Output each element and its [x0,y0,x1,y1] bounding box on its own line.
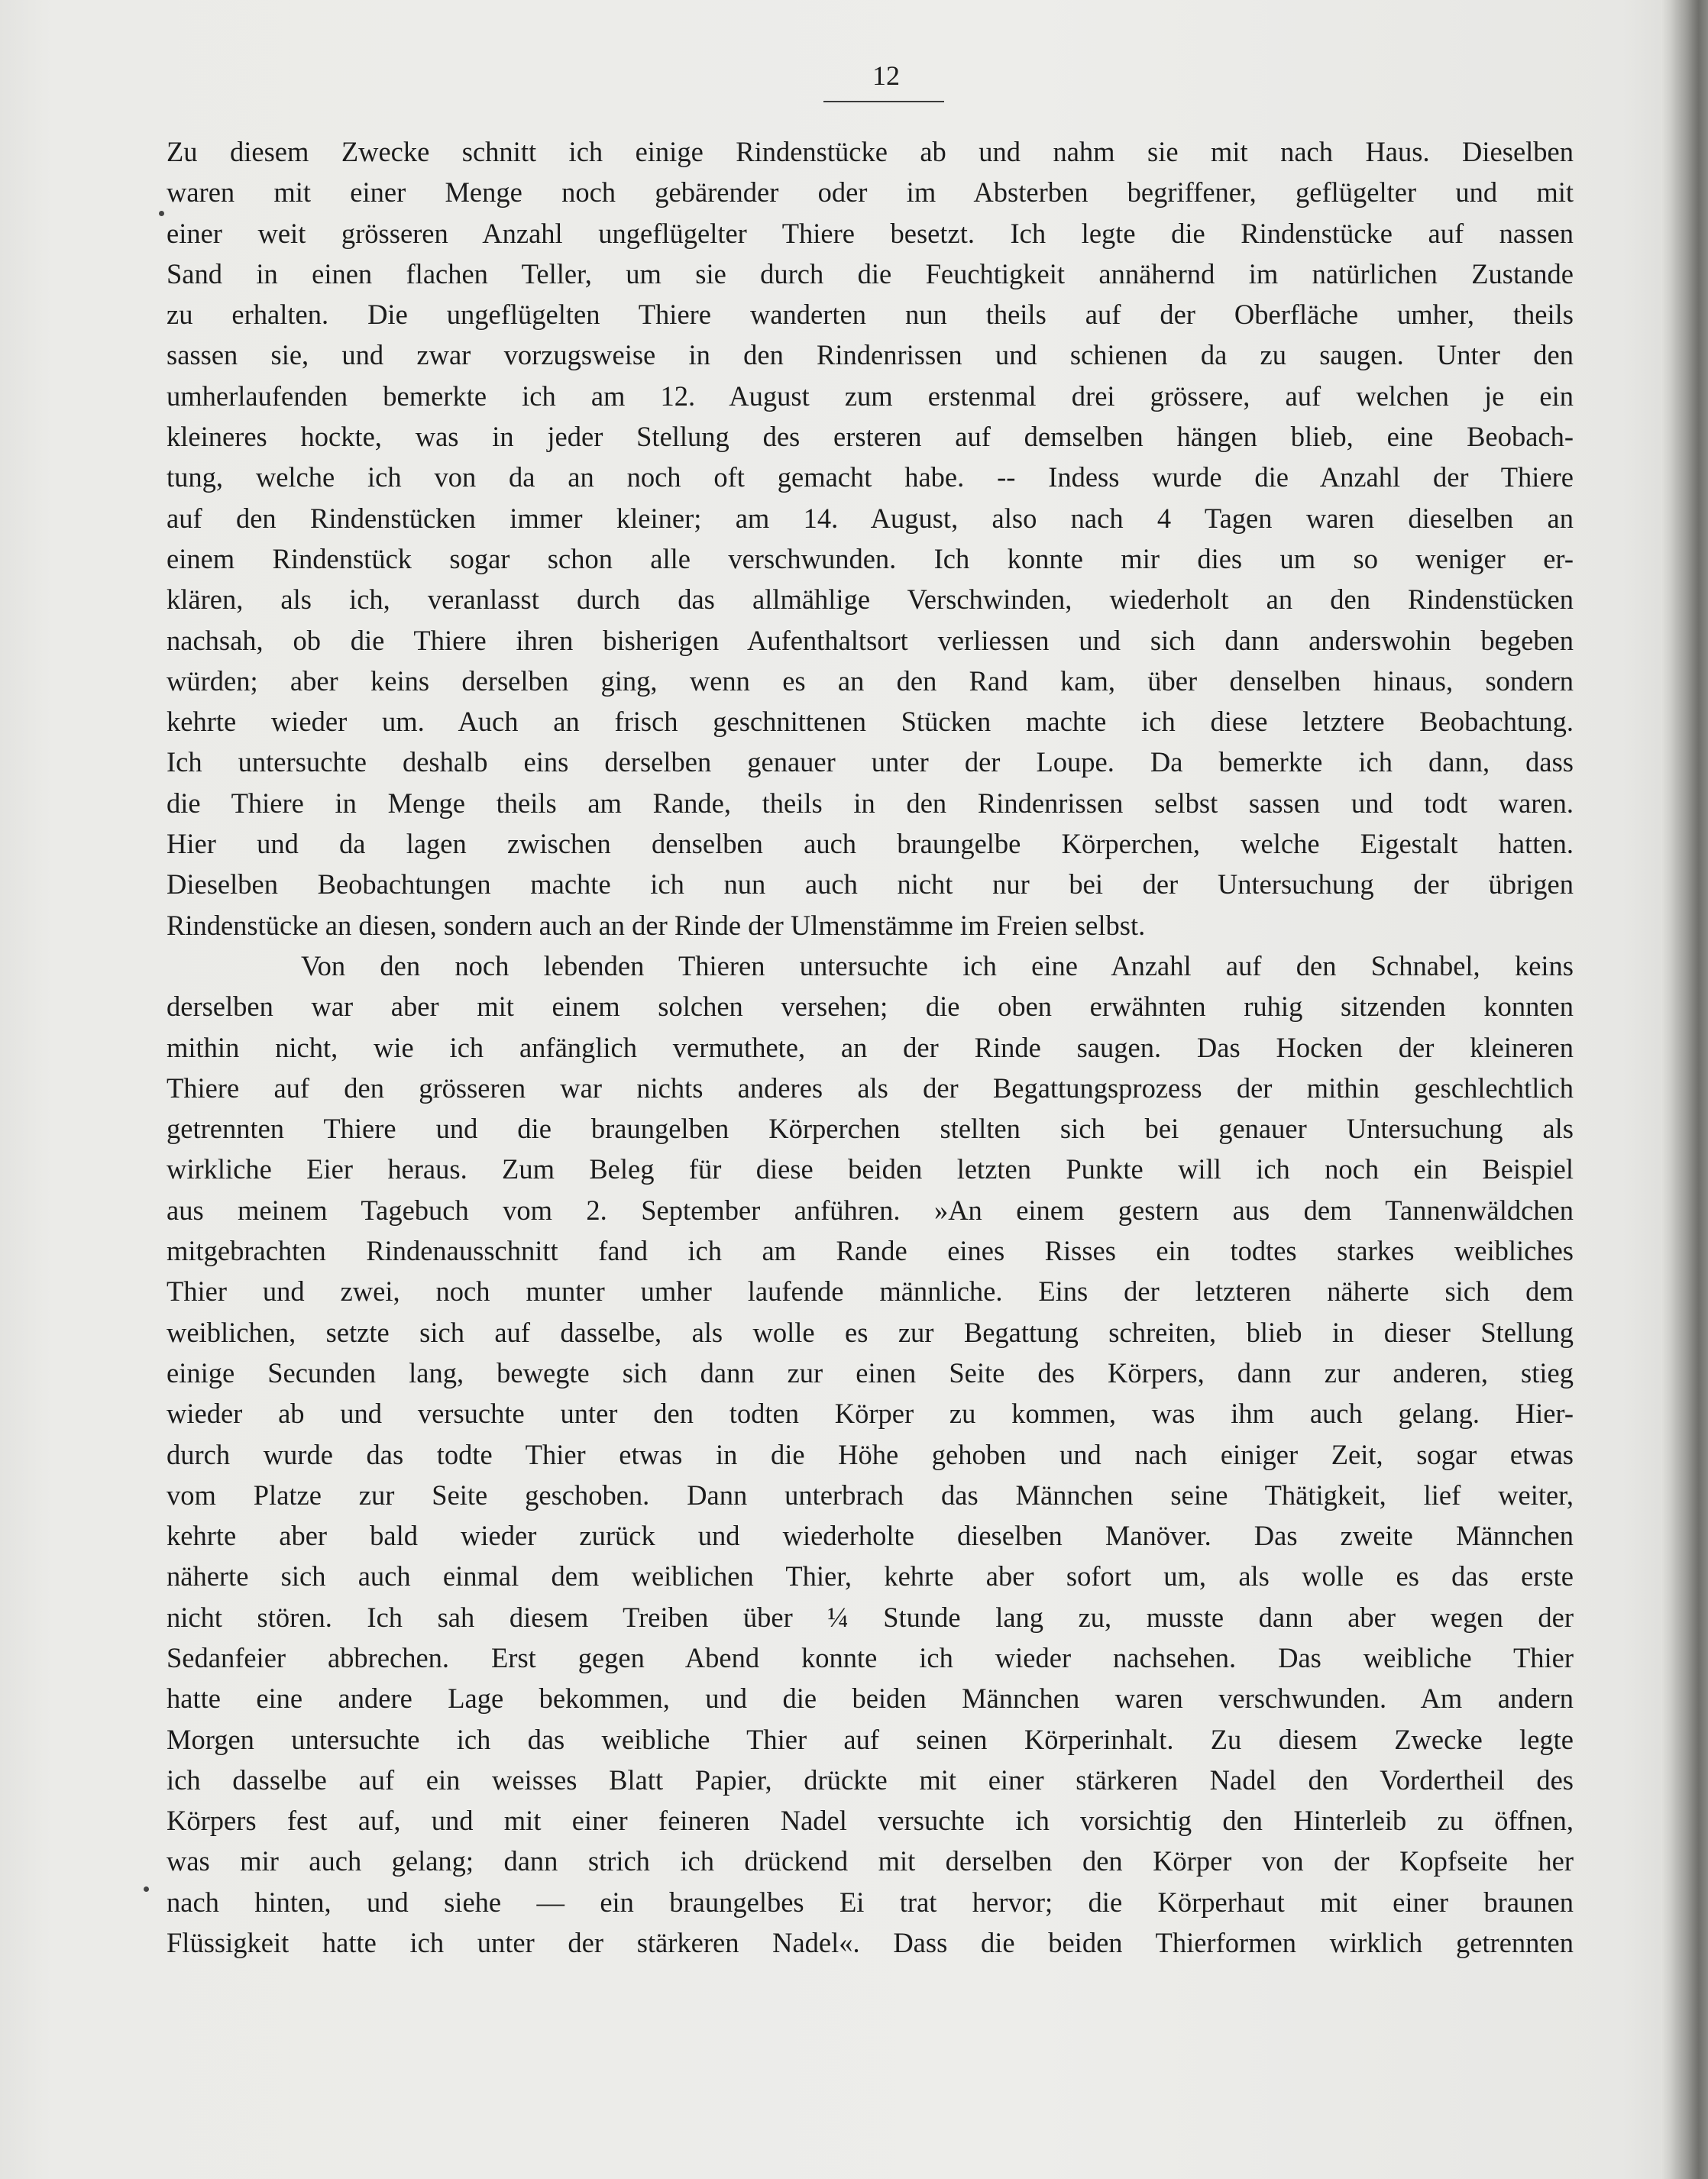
text-line: durch wurde das todte Thier etwas in die Höhe gehoben und nach einiger Zeit, sogar etwas [167,1438,1574,1470]
text-line: nach hinten, und siehe — ein braungelbes Ei trat hervor; die Körperhaut mit einer braunen [167,1886,1574,1918]
text-line: vom Platze zur Seite geschoben. Dann unterbrach das Männchen seine Thätigkeit, lief weiter, [167,1479,1574,1511]
text-line: kehrte aber bald wieder zurück und wiederholte dieselben Manöver. Das zweite Männchen [167,1520,1574,1552]
text-line: Hier und da lagen zwischen denselben auch braungelbe Körperchen, welche Eigestalt hatten. [167,828,1574,860]
text-line: einem Rindenstück sogar schon alle verschwunden. Ich konnte mir dies um so weniger er- [167,542,1574,574]
text-line: weiblichen, setzte sich auf dasselbe, als wolle es zur Begattung schreiten, blieb in dieser Stellung [167,1316,1574,1348]
text-line: nachsah, ob die Thiere ihren bisherigen Aufenthaltsort verliessen und sich dann anderswohin begeben [167,624,1574,656]
text-line: Zu diesem Zwecke schnitt ich einige Rindenstücke ab und nahm sie mit nach Haus. Dieselben [167,136,1574,167]
text-line: getrennten Thiere und die braungelben Körperchen stellten sich bei genauer Untersuchung als [167,1113,1574,1145]
text-line: mitgebrachten Rindenausschnitt fand ich am Rande eines Risses ein todtes starkes weibliches [167,1235,1574,1267]
text-line: waren mit einer Menge noch gebärender oder im Absterben begriffener, geflügelter und mit [167,176,1574,209]
text-line: kehrte wieder um. Auch an frisch geschnittenen Stücken machte ich diese letztere Beobachtung. [167,706,1574,738]
text-line: einer weit grösseren Anzahl ungeflügelter Thiere besetzt. Ich legte die Rindenstücke auf nassen [167,217,1574,249]
body-text [167,131,1574,1963]
text-line: sassen sie, und zwar vorzugsweise in den Rindenrissen und schienen da zu saugen. Unter den [167,339,1574,371]
page-number-rule [823,101,944,102]
text-line: näherte sich auch einmal dem weiblichen Thier, kehrte aber sofort um, als wolle es das erste [167,1560,1574,1592]
text-line: wirkliche Eier heraus. Zum Beleg für diese beiden letzten Punkte will ich noch ein Beispiel [167,1153,1574,1185]
text-line: Thier und zwei, noch munter umher laufende männliche. Eins der letzteren näherte sich dem [167,1275,1574,1308]
text-line: nicht stören. Ich sah diesem Treiben über ¼ Stunde lang zu, musste dann aber wegen der [167,1601,1574,1633]
text-line: Dieselben Beobachtungen machte ich nun auch nicht nur bei der Untersuchung der übrigen [167,868,1574,900]
text-line: wieder ab und versuchte unter den todten Körper zu kommen, was ihm auch gelang. Hier- [167,1398,1574,1430]
text-line: kleineres hockte, was in jeder Stellung des ersteren auf demselben hängen blieb, eine Beobach- [167,421,1574,453]
ink-speck [159,211,164,216]
paragraph-start-line: Von den noch lebenden Thieren untersuchte ich eine Anzahl auf den Schnabel, keins [301,949,1574,981]
text-line: die Thiere in Menge theils am Rande, theils in den Rindenrissen selbst sassen und todt waren. [167,787,1574,819]
text-line: Ich untersuchte deshalb eins derselben genauer unter der Loupe. Da bemerkte ich dann, dass [167,746,1574,778]
text-line: mithin nicht, wie ich anfänglich vermuthete, an der Rinde saugen. Das Hocken der kleineren [167,1031,1574,1063]
text-line: Flüssigkeit hatte ich unter der stärkeren Nadel«. Dass die beiden Thierformen wirklich getrennten [167,1927,1574,1959]
page-binding-edge [1661,0,1708,2179]
text-line: klären, als ich, veranlasst durch das allmählige Verschwinden, wiederholt an den Rindenstücken [167,584,1574,616]
text-line: Körpers fest auf, und mit einer feineren Nadel versuchte ich vorsichtig den Hinterleib zu öffnen, [167,1805,1574,1837]
ink-speck [144,1886,149,1892]
text-line: Sedanfeier abbrechen. Erst gegen Abend konnte ich wieder nachsehen. Das weibliche Thier [167,1641,1574,1673]
text-line: was mir auch gelang; dann strich ich drückend mit derselben den Körper von der Kopfseite her [167,1845,1574,1877]
text-line: zu erhalten. Die ungeflügelten Thiere wanderten nun theils auf der Oberfläche umher, theils [167,299,1574,331]
text-line: aus meinem Tagebuch vom 2. September anführen. »An einem gestern aus dem Tannenwäldchen [167,1194,1574,1226]
text-line: Morgen untersuchte ich das weibliche Thier auf seinen Körperinhalt. Zu diesem Zwecke legte [167,1723,1574,1755]
text-line: auf den Rindenstücken immer kleiner; am 14. August, also nach 4 Tagen waren dieselben an [167,502,1574,534]
text-line: einige Secunden lang, bewegte sich dann zur einen Seite des Körpers, dann zur anderen, stieg [167,1356,1574,1389]
text-line: Sand in einen flachen Teller, um sie durch die Feuchtigkeit annähernd im natürlichen Zustande [167,257,1574,289]
text-line: Thiere auf den grösseren war nichts anderes als der Begattungsprozess der mithin geschlechtlich [167,1072,1574,1104]
text-line: hatte eine andere Lage bekommen, und die beiden Männchen waren verschwunden. Am andern [167,1683,1574,1715]
paragraph-end-line: Rindenstücke an diesen, sondern auch an der Rinde der Ulmenstämme im Freien selbst. [167,909,1146,941]
text-line: umherlaufenden bemerkte ich am 12. August zum erstenmal drei grössere, auf welchen je ein [167,380,1574,412]
text-line: tung, welche ich von da an noch oft gemacht habe. -- Indess wurde die Anzahl der Thiere [167,461,1574,493]
text-line: derselben war aber mit einem solchen versehen; die oben erwähnten ruhig sitzenden konnten [167,991,1574,1023]
text-line: würden; aber keins derselben ging, wenn es an den Rand kam, über denselben hinaus, sondern [167,664,1574,697]
page-number: 12 [872,60,900,91]
text-line: ich dasselbe auf ein weisses Blatt Papier, drückte mit einer stärkeren Nadel den Vordertheil des [167,1764,1574,1796]
